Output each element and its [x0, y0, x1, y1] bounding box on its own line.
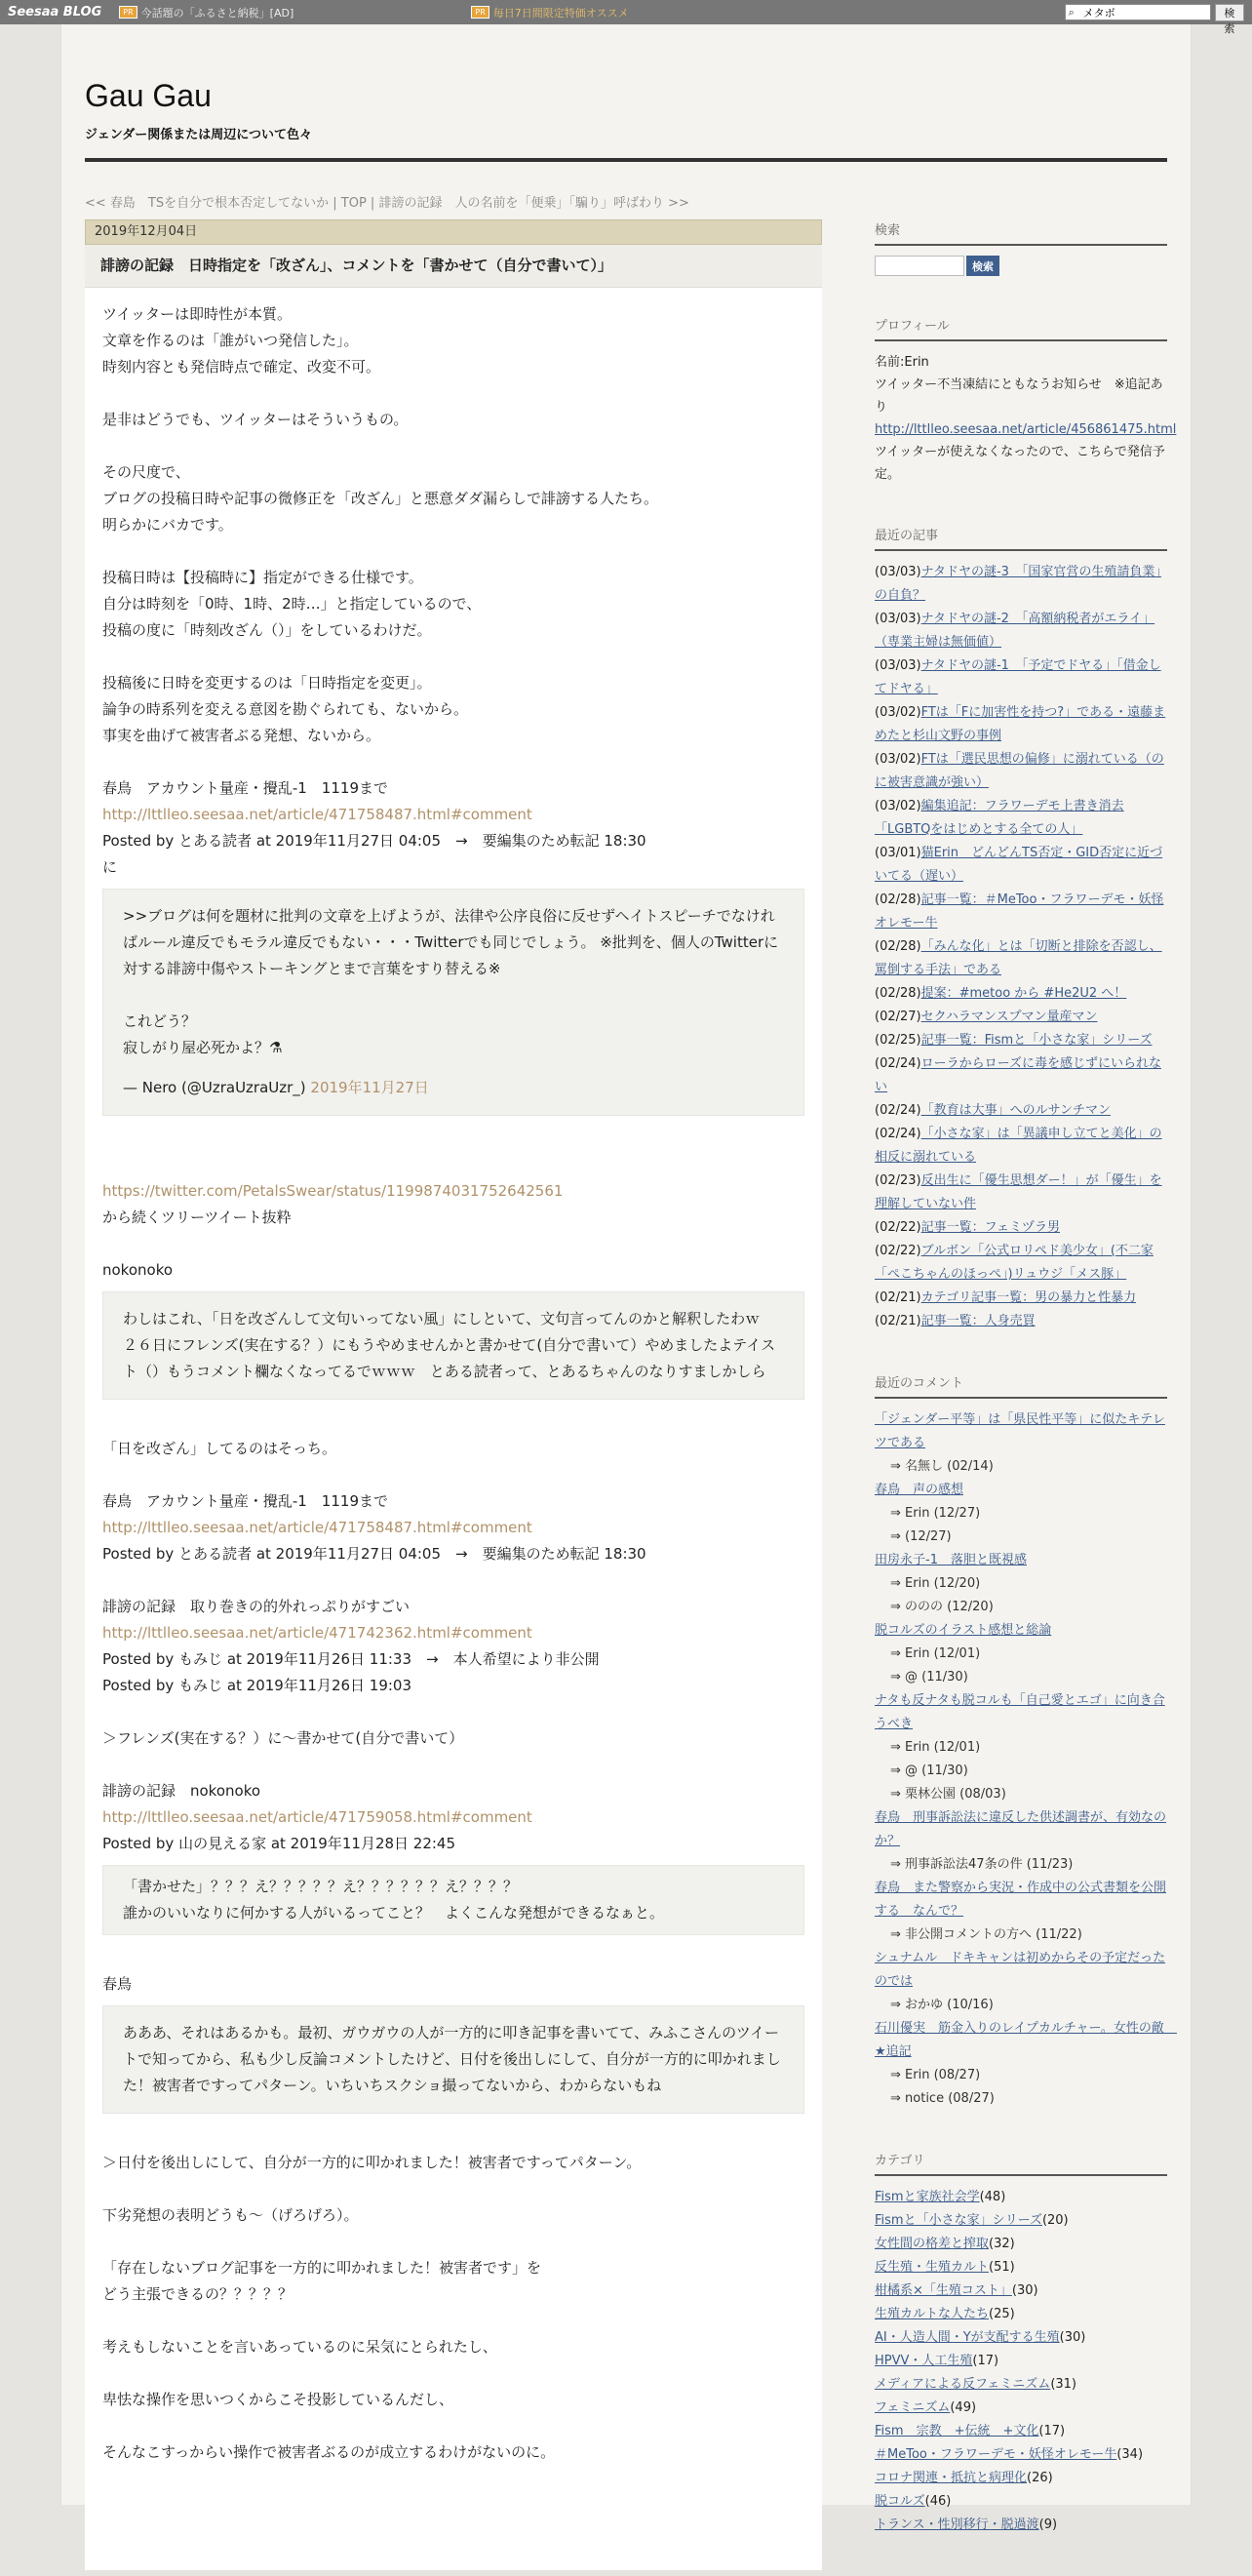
category-link[interactable]: フェミニズム	[875, 2400, 951, 2415]
posted-by: Posted by もみじ at 2019年11月26日 19:03	[102, 1677, 412, 1694]
category-item	[875, 2467, 1167, 2490]
recent-comment-author[interactable]: ⇒ ののの (12/20)	[890, 1600, 994, 1614]
blog-title[interactable]: Gau Gau	[85, 78, 212, 113]
category-item	[875, 2350, 1167, 2373]
body-line: その尺度で、	[102, 463, 190, 481]
recent-article-link[interactable]: 猫Erin どんどんTS否定・GID否定に近づいてる（遅い）	[875, 846, 1163, 884]
recent-article-date: (03/02)	[875, 705, 921, 720]
body-line: ＞日付を後出しにして、自分が一方的に叩かれました！被害者ですってパターン。	[102, 2154, 642, 2171]
category-count: (17)	[972, 2354, 999, 2368]
category-link[interactable]: Fism 宗教 +伝統 +文化	[875, 2424, 1039, 2438]
categories-list	[875, 2186, 1167, 2537]
recent-article-item	[875, 1287, 1167, 1310]
recent-article-date: (02/23)	[875, 1173, 921, 1188]
category-count: (20)	[1041, 2213, 1069, 2228]
recent-article-item	[875, 654, 1167, 701]
body-line: 考えもしないことを言いあっているのに呆気にとられたし、	[102, 2338, 497, 2356]
recent-comment-author[interactable]: ⇒ notice (08/27)	[890, 2091, 995, 2106]
category-count: (34)	[1116, 2447, 1144, 2462]
recent-article-date: (02/27)	[875, 1010, 921, 1024]
recent-article-item	[875, 982, 1167, 1006]
recent-comment-author[interactable]: ⇒ @ (11/30)	[890, 1670, 968, 1684]
recent-article-date: (02/28)	[875, 986, 921, 1001]
recent-article-link[interactable]: FTは「選民思想の偏修」に溺れている（のに被害意識が強い）	[875, 752, 1164, 790]
category-link[interactable]: 女性間の格差と搾取	[875, 2237, 990, 2251]
recent-article-item	[875, 701, 1167, 748]
cited-article-title: 春鳥 アカウント量産・攪乱-1 1119まで	[102, 1492, 388, 1510]
posted-by: Posted by もみじ at 2019年11月26日 11:33 → 本人希望により非公開	[102, 1650, 600, 1668]
top-search	[1065, 4, 1244, 35]
category-item	[875, 2397, 1167, 2420]
article	[85, 219, 822, 2570]
recent-comment-item	[875, 1619, 1167, 1643]
top-search-input[interactable]	[1065, 4, 1211, 20]
recent-comment-author[interactable]: ⇒ おかゆ (10/16)	[890, 1998, 994, 2012]
recent-comment-author[interactable]: ⇒ 栗林公園 (08/03)	[890, 1787, 1006, 1802]
sidebar-recent-comments	[875, 1372, 1177, 2111]
body-line: 卑怯な操作を思いつくからこそ投影しているんだし、	[102, 2391, 454, 2408]
article-body	[85, 288, 822, 2570]
recent-article-link[interactable]: 記事一覧：フェミヅラ男	[920, 1220, 1060, 1235]
recent-article-item	[875, 889, 1167, 935]
article-date: 2019年12月04日	[85, 219, 822, 245]
recent-comment-article-link[interactable]: 春鳥 声の感想	[875, 1483, 964, 1497]
category-link[interactable]: 生殖カルトな人たち	[875, 2307, 990, 2321]
body-line: 投稿日時は【投稿時に】指定ができる仕様です。	[102, 569, 423, 586]
recent-article-item	[875, 795, 1167, 842]
recent-article-link[interactable]: ナタドヤの謎-1 「予定でドヤる」「借金してドヤる」	[875, 658, 1161, 696]
recent-comment-author[interactable]: ⇒ Erin (12/27)	[890, 1506, 981, 1521]
recent-comment-article-link[interactable]: ナタも反ナタも脱コルも「自己愛とエゴ」に向き合うべき	[875, 1693, 1165, 1731]
body-line: ツイッターは即時性が本質。	[102, 305, 292, 323]
recent-comment-author[interactable]: ⇒ 刑事訴訟法47条の件 (11/23)	[890, 1857, 1074, 1872]
category-count: (9)	[1038, 2517, 1058, 2532]
category-link[interactable]: Fismと「小さな家」シリーズ	[875, 2213, 1042, 2228]
recent-comment-author[interactable]: ⇒ 名無し (02/14)	[890, 1459, 994, 1474]
recent-article-link[interactable]: 反出生に「優生思想ダー！」が「優生」を理解していない件	[875, 1173, 1162, 1211]
category-link[interactable]: メディアによる反フェミニズム	[875, 2377, 1051, 2392]
profile-link[interactable]: http://lttlleo.seesaa.net/article/456861475.html	[875, 422, 1177, 437]
sidebar-heading: カテゴリ	[875, 2150, 1167, 2176]
top-link[interactable]: TOP	[340, 196, 367, 211]
embedded-tweet	[102, 889, 804, 1116]
recent-comment-author[interactable]: ⇒ Erin (12/01)	[890, 1740, 981, 1755]
body-line: ブログの投稿日時や記事の微修正を「改ざん」と悪意ダダ漏らしで誹謗する人たち。	[102, 490, 659, 507]
body-line: 自分は時刻を「0時、1時、2時…」と指定しているので、	[102, 595, 482, 613]
sidebar-categories	[875, 2150, 1167, 2537]
recent-comment-item	[875, 2017, 1177, 2064]
recent-article-link[interactable]: 記事一覧：＃MeToo・フラワーデモ・妖怪オレモー牛	[875, 892, 1164, 931]
tweet-text: これどう？	[123, 1012, 197, 1030]
sidebar-recent-articles	[875, 525, 1167, 1333]
cited-article-link[interactable]: http://lttlleo.seesaa.net/article/471758487.html#comment	[102, 1519, 532, 1536]
sidebar-search	[875, 219, 1167, 276]
body-line: 是非はどうでも、ツイッターはそういうもの。	[102, 411, 409, 428]
body-line: どう主張できるの？？？？？	[102, 2285, 293, 2303]
category-item	[875, 2303, 1167, 2326]
recent-comment-item	[875, 1947, 1167, 1994]
tweet-text: >>ブログは何を題材に批判の文章を上げようが、法律や公序良俗に反せずヘイトスピーチでなければルール違反でもモラル違反でもない・・・Twitterでも同じでしょう。 ※批判を、個人のTwitterに対する誹謗中傷やストーキングとまで言葉をすり替える※	[123, 907, 779, 977]
recent-article-item	[875, 1240, 1167, 1287]
blog-description: ジェンダー関係または周辺について色々	[85, 128, 312, 142]
category-link[interactable]: 柑橘系×「生殖コスト」	[875, 2283, 1012, 2298]
blockquote	[102, 2005, 804, 2114]
category-link[interactable]: AI・人造人間・Yが支配する生殖	[875, 2330, 1060, 2345]
recent-article-link[interactable]: ローラからローズに毒を感じずにいられない	[875, 1056, 1161, 1094]
recent-article-item	[875, 748, 1167, 795]
quote-text: 「書かせた」？？？え？？？？？え？？？？？？え？？？？	[123, 1878, 519, 1895]
body-line: ＞フレンズ(実在する？）に～書かせて(自分で書いて）	[102, 1729, 464, 1747]
recent-article-link[interactable]: 「教育は大事」へのルサンチマン	[920, 1103, 1111, 1118]
category-link[interactable]: 反生殖・生殖カルト	[875, 2260, 990, 2275]
body-line: 事実を曲げて被害者ぶる発想、ないから。	[102, 727, 381, 744]
category-count: (46)	[924, 2494, 952, 2509]
blockquote	[102, 1291, 804, 1400]
profile-name: 名前:Erin	[875, 355, 929, 370]
recent-comment-author[interactable]: ⇒ Erin (08/27)	[890, 2068, 981, 2082]
recent-comment-author[interactable]: ⇒ (12/27)	[890, 1529, 952, 1544]
recent-articles-list	[875, 561, 1167, 1333]
body-line: 投稿後に日時を変更するのは「日時指定を変更」。	[102, 674, 432, 692]
body-line: 投稿の度に「時刻改ざん（）」をしているわけだ。	[102, 621, 432, 639]
recent-article-link[interactable]: FTは「Fに加害性を持つ?」である・遠藤まめたと杉山文野の事例	[875, 705, 1166, 743]
category-item	[875, 2490, 1167, 2514]
recent-article-item	[875, 561, 1167, 608]
sidebar-heading: 最近のコメント	[875, 1372, 1167, 1399]
recent-article-link[interactable]: ナタドヤの謎-2 「高額納税者がエライ」（専業主婦は無価値）	[875, 612, 1155, 650]
recent-article-date: (03/03)	[875, 658, 921, 673]
category-count: (17)	[1038, 2424, 1066, 2438]
recent-article-link[interactable]: 提案：#metoo から #He2U2 へ！	[920, 986, 1127, 1001]
cited-article-title: 誹謗の記録 nokonoko	[102, 1782, 261, 1800]
recent-article-link[interactable]: ブルボン「公式ロリペド美少女」(不二家「ぺこちゃんのほっぺ」)リュウジ「メス豚」	[875, 1244, 1154, 1282]
prev-article-link[interactable]: << 春島 TSを自分で根本否定してないか	[85, 196, 330, 211]
cited-article-title: 春鳥 アカウント量産・攪乱-1 1119まで	[102, 779, 388, 797]
recent-article-link[interactable]: カテゴリ記事一覧：男の暴力と性暴力	[920, 1290, 1137, 1305]
recent-comment-author[interactable]: ⇒ Erin (12/20)	[890, 1576, 981, 1591]
category-item	[875, 2279, 1167, 2303]
body-line: に	[102, 858, 118, 876]
body-line: 明らかにバカです。	[102, 516, 233, 534]
recent-article-link[interactable]: 記事一覧：Fismと「小さな家」シリーズ	[920, 1033, 1153, 1048]
category-item	[875, 2420, 1167, 2443]
next-article-link[interactable]: 誹謗の記録 人の名前を「便乗」「騙り」呼ばわり >>	[378, 196, 689, 211]
body-line: 文章を作るのは「誰がいつ発信した」。	[102, 332, 359, 349]
category-link[interactable]: 脱コルズ	[875, 2494, 925, 2509]
tweet-date-link[interactable]: 2019年11月27日	[310, 1079, 429, 1096]
body-line: 論争の時系列を変える意図を勘ぐられても、ないから。	[102, 700, 469, 718]
category-item	[875, 2233, 1167, 2256]
recent-article-date: (03/03)	[875, 612, 921, 626]
recent-article-date: (03/02)	[875, 752, 921, 767]
body-line: 時刻内容とも発信時点で確定、改変不可。	[102, 358, 381, 376]
quote-text: わしはこれ、「日を改ざんして文句いってない風」にしといて、文句言ってんのかと解釈したわｗ ２６日にフレンズ(実在する？）にもうやめませんかと書かせて(自分で書いて）やめましたよテイスト（）もうコメント欄なくなってるでｗｗｗ とある読者って、とあるちゃんのなりすましかしら	[123, 1310, 776, 1380]
category-item	[875, 2373, 1167, 2397]
category-count: (25)	[989, 2307, 1015, 2321]
body-line: 「存在しないブログ記事を一方的に叩かれました！被害者です」を	[102, 2259, 542, 2277]
category-link[interactable]: Fismと家族社会学	[875, 2190, 980, 2204]
top-search-button[interactable]: 検索	[1215, 4, 1244, 21]
category-count: (30)	[1059, 2330, 1086, 2345]
recent-comment-article-link[interactable]: 田房永子-1 落胆と既視感	[875, 1553, 1027, 1567]
sidebar-profile	[875, 315, 1177, 486]
cited-article-link[interactable]: http://lttlleo.seesaa.net/article/471758487.html#comment	[102, 806, 532, 823]
recent-comment-article-link[interactable]: 春鳥 刑事訴訟法に違反した供述調書が、有効なのか？	[875, 1810, 1167, 1848]
search-icon: ⌕	[1068, 6, 1075, 19]
profile-note: ツイッターが使えなくなったので、こちらで発信予定。	[875, 445, 1165, 482]
sidebar-search-input[interactable]	[875, 256, 964, 276]
category-item	[875, 2209, 1167, 2233]
top-bar	[0, 0, 1252, 35]
page-container	[60, 24, 1192, 2532]
article-nav	[85, 192, 728, 211]
cited-article-link[interactable]: http://lttlleo.seesaa.net/article/471742362.html#comment	[102, 1624, 532, 1642]
recent-comment-article-link[interactable]: シュナムル ドキキャンは初めからその予定だったのでは	[875, 1951, 1166, 1989]
recent-article-link[interactable]: 「小さな家」は「異議申し立てと美化」の相反に溺れている	[875, 1127, 1162, 1165]
recent-comments-list	[875, 1408, 1177, 2111]
body-line: 下劣発想の表明どうも～（げろげろ）。	[102, 2206, 359, 2224]
category-link[interactable]: コロナ関連・抵抗と病理化	[875, 2471, 1028, 2485]
quote-text: あああ、それはあるかも。最初、ガウガウの人が一方的に叩き記事を書いてて、みふこさんのツイートで知ってから、私も少し反論コメントしたけど、日付を後出しにして、自分が一方的に叩かれました！被害者ですってパターン。いちいちスクショ撮ってないから、わからないもね	[123, 2024, 781, 2094]
twitter-status-link[interactable]: https://twitter.com/PetalsSwear/status/1199874031752642561	[102, 1182, 564, 1200]
recent-article-date: (02/25)	[875, 1033, 921, 1048]
recent-comment-item	[875, 1408, 1167, 1455]
quoted-user-name: 春鳥	[102, 1975, 133, 1993]
quoted-user-name: nokonoko	[102, 1261, 174, 1279]
recent-article-item	[875, 1169, 1167, 1216]
recent-article-date: (03/03)	[875, 565, 921, 579]
recent-comment-item	[875, 1549, 1167, 1572]
recent-article-item	[875, 1052, 1167, 1099]
category-item	[875, 2186, 1167, 2209]
sidebar-heading: プロフィール	[875, 315, 1167, 341]
sidebar-heading: 検索	[875, 219, 1167, 246]
body-line: そんなこすっからい操作で被害者ぶるのが成立するわけがないのに。	[102, 2443, 556, 2461]
pr-tag: PR	[471, 6, 489, 19]
nav-separator: |	[366, 196, 379, 211]
recent-article-item	[875, 935, 1167, 982]
recent-comment-item	[875, 1806, 1167, 1853]
recent-article-date: (02/22)	[875, 1244, 921, 1258]
seesaa-logo[interactable]: Seesaa BLOG	[8, 5, 102, 20]
category-link[interactable]: ＃MeToo・フラワーデモ・妖怪オレモー牛	[875, 2447, 1117, 2462]
recent-comment-item	[875, 1689, 1167, 1736]
category-count: (26)	[1027, 2471, 1053, 2485]
sidebar	[875, 219, 1177, 2576]
nav-separator: |	[329, 196, 341, 211]
category-item	[875, 2326, 1167, 2350]
recent-article-item	[875, 842, 1167, 889]
recent-comment-author[interactable]: ⇒ Erin (12/01)	[890, 1646, 981, 1661]
recent-article-item	[875, 608, 1167, 654]
recent-article-item	[875, 1123, 1167, 1169]
category-count: (32)	[989, 2237, 1015, 2251]
article-title[interactable]: 誹謗の記録 日時指定を「改ざん」、コメントを「書かせて（自分で書いて）」	[85, 245, 822, 288]
recent-article-date: (02/21)	[875, 1290, 921, 1305]
sidebar-search-button[interactable]: 検索	[966, 256, 999, 276]
recent-article-link[interactable]: セクハラマンスプマン量産マン	[920, 1010, 1098, 1024]
ad-text-1[interactable]: 今話題の「ふるさと納税」[AD]	[140, 6, 294, 20]
tweet-text: 寂しがり屋必死かよ？⚗	[123, 1039, 283, 1056]
ad-link-2[interactable]	[471, 5, 1064, 20]
blog-header	[85, 78, 1167, 142]
recent-article-link[interactable]: 「みんな化」とは「切断と排除を否認し、罵倒する手法」である	[875, 939, 1162, 977]
category-count: (30)	[1011, 2283, 1038, 2298]
recent-comment-author[interactable]: ⇒ @ (11/30)	[890, 1764, 968, 1778]
category-count: (48)	[979, 2190, 1006, 2204]
recent-article-date: (03/02)	[875, 799, 921, 813]
recent-article-link[interactable]: 記事一覧：人身売買	[920, 1314, 1036, 1328]
recent-article-date: (02/24)	[875, 1056, 921, 1071]
recent-article-link[interactable]: ナタドヤの謎-3 「国家官営の生殖請負業」の自負？	[875, 565, 1161, 603]
recent-article-item	[875, 1006, 1167, 1029]
category-link[interactable]: HPVV・人工生殖	[875, 2354, 973, 2368]
posted-by: Posted by とある読者 at 2019年11月27日 04:05 → 要編集のため転記 18:30	[102, 1545, 646, 1563]
tweet-author: — Nero (@UzraUzraUzr_)	[123, 1079, 311, 1096]
ad-text-2[interactable]: 毎日7日間限定特価オススメ	[492, 6, 629, 20]
cited-article-link[interactable]: http://lttlleo.seesaa.net/article/471759058.html#comment	[102, 1808, 532, 1826]
posted-by: Posted by とある読者 at 2019年11月27日 04:05 → 要編集のため転記 18:30	[102, 832, 646, 850]
category-item	[875, 2256, 1167, 2279]
recent-comment-article-link[interactable]: 「ジェンダー平等」は「県民性平等」に似たキテレツである	[875, 1412, 1165, 1450]
recent-comment-article-link[interactable]: 春鳥 また警察から実況・作成中の公式書類を公開する なんで？	[875, 1881, 1167, 1919]
profile-note: ツイッター不当凍結にともなうお知らせ ※追記あり	[875, 377, 1163, 415]
recent-article-item	[875, 1310, 1167, 1333]
blockquote	[102, 1865, 804, 1935]
recent-article-item	[875, 1029, 1167, 1052]
cited-article-title: 誹謗の記録 取り巻きの的外れっぷりがすごい	[102, 1598, 411, 1615]
category-count: (51)	[989, 2260, 1015, 2275]
body-line: 「日を改ざん」してるのはそっち。	[102, 1440, 337, 1457]
recent-article-date: (02/28)	[875, 939, 921, 954]
category-item	[875, 2514, 1167, 2537]
recent-article-date: (02/21)	[875, 1314, 921, 1328]
recent-comment-item	[875, 1479, 1167, 1502]
body-line: から続くツリーツイート抜粋	[102, 1209, 292, 1226]
category-link[interactable]: トランス・性別移行・脱過渡	[875, 2517, 1039, 2532]
recent-article-date: (02/24)	[875, 1127, 921, 1141]
recent-comment-article-link[interactable]: 脱コルズのイラスト感想と総論	[875, 1623, 1052, 1638]
recent-article-date: (02/22)	[875, 1220, 921, 1235]
pr-tag: PR	[119, 6, 137, 19]
recent-article-date: (02/28)	[875, 892, 921, 907]
posted-by: Posted by 山の見える家 at 2019年11月28日 22:45	[102, 1835, 456, 1852]
recent-article-item	[875, 1099, 1167, 1123]
sidebar-heading: 最近の記事	[875, 525, 1167, 551]
category-item	[875, 2443, 1167, 2467]
quote-text: 誰かのいいなりに何かする人がいるってこと？ よくこんな発想ができるなぁと。	[123, 1904, 665, 1922]
recent-comment-author[interactable]: ⇒ 非公開コメントの方へ (11/22)	[890, 1927, 1082, 1942]
recent-comment-item	[875, 1877, 1167, 1923]
recent-comment-article-link[interactable]: 石川優実 筋金入りのレイプカルチャー。女性の敵 ★追記	[875, 2021, 1177, 2059]
recent-article-date: (02/24)	[875, 1103, 921, 1118]
header-divider	[85, 158, 1167, 162]
recent-article-link[interactable]: 編集追記：フラワーデモ上書き消去「LGBTQをはじめとする全ての人」	[875, 799, 1124, 837]
category-count: (31)	[1050, 2377, 1076, 2392]
recent-article-item	[875, 1216, 1167, 1240]
ad-link-1[interactable]	[119, 5, 471, 20]
recent-article-date: (03/01)	[875, 846, 921, 860]
category-count: (49)	[950, 2400, 977, 2415]
